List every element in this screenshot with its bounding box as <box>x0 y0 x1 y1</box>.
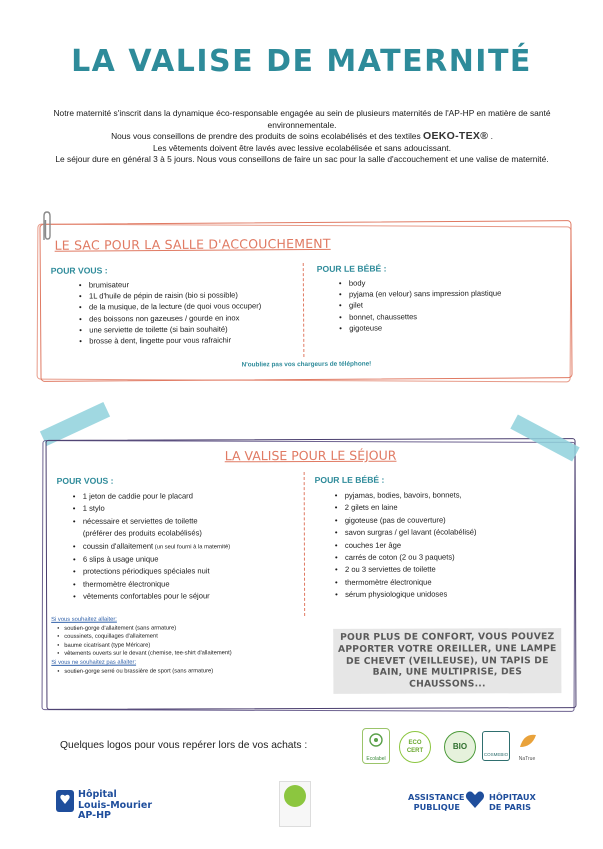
page-title: LA VALISE DE MATERNITÉ <box>71 44 532 79</box>
flower-icon <box>363 729 389 751</box>
list-item: • brumisateur <box>79 278 309 291</box>
chargeur-note: N'oubliez pas vos chargeurs de téléphone! <box>241 360 372 369</box>
natrue-logo: NaTrue <box>514 731 540 761</box>
intro-line-4: Le séjour dure en général 3 à 5 jours. Nous vous conseillons de faire un sac pour la salle d'accouchement et une valise de maternité. <box>55 154 549 165</box>
eco-label-poster <box>279 781 311 827</box>
heart-icon <box>464 789 486 811</box>
list-item: • carrés de coton (2 ou 3 paquets) <box>335 551 575 564</box>
bio-logo: BIO <box>444 731 476 763</box>
list-item: (préférer des produits ecolabélisés) <box>82 528 202 539</box>
aphp-logo-left: ASSISTANCE PUBLIQUE <box>408 792 465 812</box>
list-item: • brosse à dent, lingette pour vous rafraichir <box>79 334 309 347</box>
oeko-tex-label: OEKO-TEX® <box>422 130 489 143</box>
list-item: • vêtements ouverts sur le devant (chemise, tee-shirt d'allaitement) <box>57 649 301 658</box>
valise-heading: LA VALISE POUR LE SÉJOUR <box>224 447 397 464</box>
list-item: • de la musique, de la lecture (de quoi vous occuper) <box>79 300 309 313</box>
list-item: • une serviette de toilette (si bain souhaité) <box>79 323 309 336</box>
sac-vous-list <box>69 278 309 347</box>
list-item: • vêtements confortables pour le séjour <box>73 590 313 603</box>
allaiter-block <box>51 615 301 676</box>
aphp-logo-right: HÔPITAUX DE PARIS <box>489 792 536 812</box>
list-item: • couches 1er âge <box>335 539 575 552</box>
list-item: • bonnet, chaussettes <box>339 310 569 323</box>
list-item: • savon surgras / gel lavant (écolabélisé) <box>335 526 575 539</box>
list-item: • sérum physiologique unidoses <box>335 588 575 601</box>
list-item: • thermomètre électronique <box>335 576 575 589</box>
valise-vous-heading: POUR VOUS : <box>56 475 114 486</box>
list-item: • soutien-gorge d'allaitement (sans armature) <box>57 624 301 633</box>
sac-accouchement-card <box>39 220 572 382</box>
sac-vous-heading: POUR VOUS : <box>50 265 108 276</box>
ecolabel-logo: Ecolabel <box>362 728 390 764</box>
intro-line-2: Nous vous conseillons de prendre des produits de soins ecolabélisés et des textiles OEKO-TEX® . <box>111 130 493 143</box>
allaiter-list <box>51 624 301 659</box>
non-allaiter-list <box>51 667 301 676</box>
valise-bebe-list <box>325 489 575 602</box>
list-item: • body <box>339 276 569 289</box>
valise-bebe-heading: POUR LE BÉBÉ : <box>314 474 385 485</box>
list-item: • gigoteuse (pas de couverture) <box>335 514 575 527</box>
paperclip-icon <box>40 210 54 244</box>
valise-sejour-card <box>46 438 577 710</box>
allaiter-title: Si vous souhaitez allaiter: <box>51 616 117 623</box>
hopital-logo-icon <box>56 790 74 812</box>
list-item: • thermomètre électronique <box>73 578 313 591</box>
sac-bebe-list <box>329 276 569 334</box>
list-item: • nécessaire et serviettes de toilette <box>73 515 313 528</box>
intro-line-3: Les vêtements doivent être lavés avec lessive ecolabélisée et sans adoucissant. <box>153 142 451 153</box>
intro-line-1: Notre maternité s'inscrit dans la dynamique éco-responsable engagée au sein de plusieurs maternités de l'AP-HP en matière de santé environnementale. <box>53 108 551 130</box>
list-item: • coussin d'allaitement (un seul fourni à la maternité) <box>73 540 313 554</box>
list-item: • pyjamas, bodies, bavoirs, bonnets, <box>335 489 575 502</box>
sac-heading: LE SAC POUR LA SALLE D'ACCOUCHEMENT <box>54 235 331 253</box>
list-item: • des boissons non gazeuses / gourde en inox <box>79 312 309 325</box>
list-item: • coussinets, coquillages d'allaitement <box>57 632 301 641</box>
list-item: • 1 stylo <box>73 502 313 515</box>
list-item: • pyjama (en velour) sans impression plastique <box>339 287 569 300</box>
list-item: • soutien-gorge serré ou brassière de sport (sans armature) <box>57 667 301 676</box>
list-item: • 1 jeton de caddie pour le placard <box>73 490 313 503</box>
intro-text <box>22 108 582 166</box>
non-allaiter-title: Si vous ne souhaitez pas allaiter: <box>51 659 137 666</box>
comfort-note: POUR PLUS DE CONFORT, VOUS POUVEZ APPORTER VOTRE OREILLER, UNE LAMPE DE CHEVET (VEILLEUSE), UN TAPIS DE BAIN, UNE MULTIPRISE, DES CHAUSSONS... <box>333 628 561 694</box>
list-item: • 2 gilets en laine <box>335 501 575 514</box>
valise-vous-list <box>63 490 313 604</box>
logos-caption: Quelques logos pour vous repérer lors de vos achats : <box>60 740 308 751</box>
list-item: • baume cicatrisant (type Méricare) <box>57 641 301 650</box>
list-item: • 2 ou 3 serviettes de toilette <box>335 564 575 577</box>
ecocert-logo: ECO CERT <box>399 731 431 763</box>
list-item-note: (un seul fourni à la maternité) <box>153 543 231 551</box>
list-item: • 6 slips à usage unique <box>73 553 313 566</box>
hopital-louis-mourier-logo: Hôpital Louis-Mourier AP-HP <box>78 789 153 821</box>
sac-bebe-heading: POUR LE BÉBÉ : <box>316 263 387 274</box>
list-item: • gigoteuse <box>339 321 569 334</box>
list-item: • 1L d'huile de pépin de raisin (bio si possible) <box>79 289 309 302</box>
list-item: • gilet <box>339 299 569 312</box>
cosmebio-logo: COSMEBIO <box>482 731 510 761</box>
leaf-icon <box>514 731 540 751</box>
list-item: • protections périodiques spéciales nuit <box>73 565 313 578</box>
